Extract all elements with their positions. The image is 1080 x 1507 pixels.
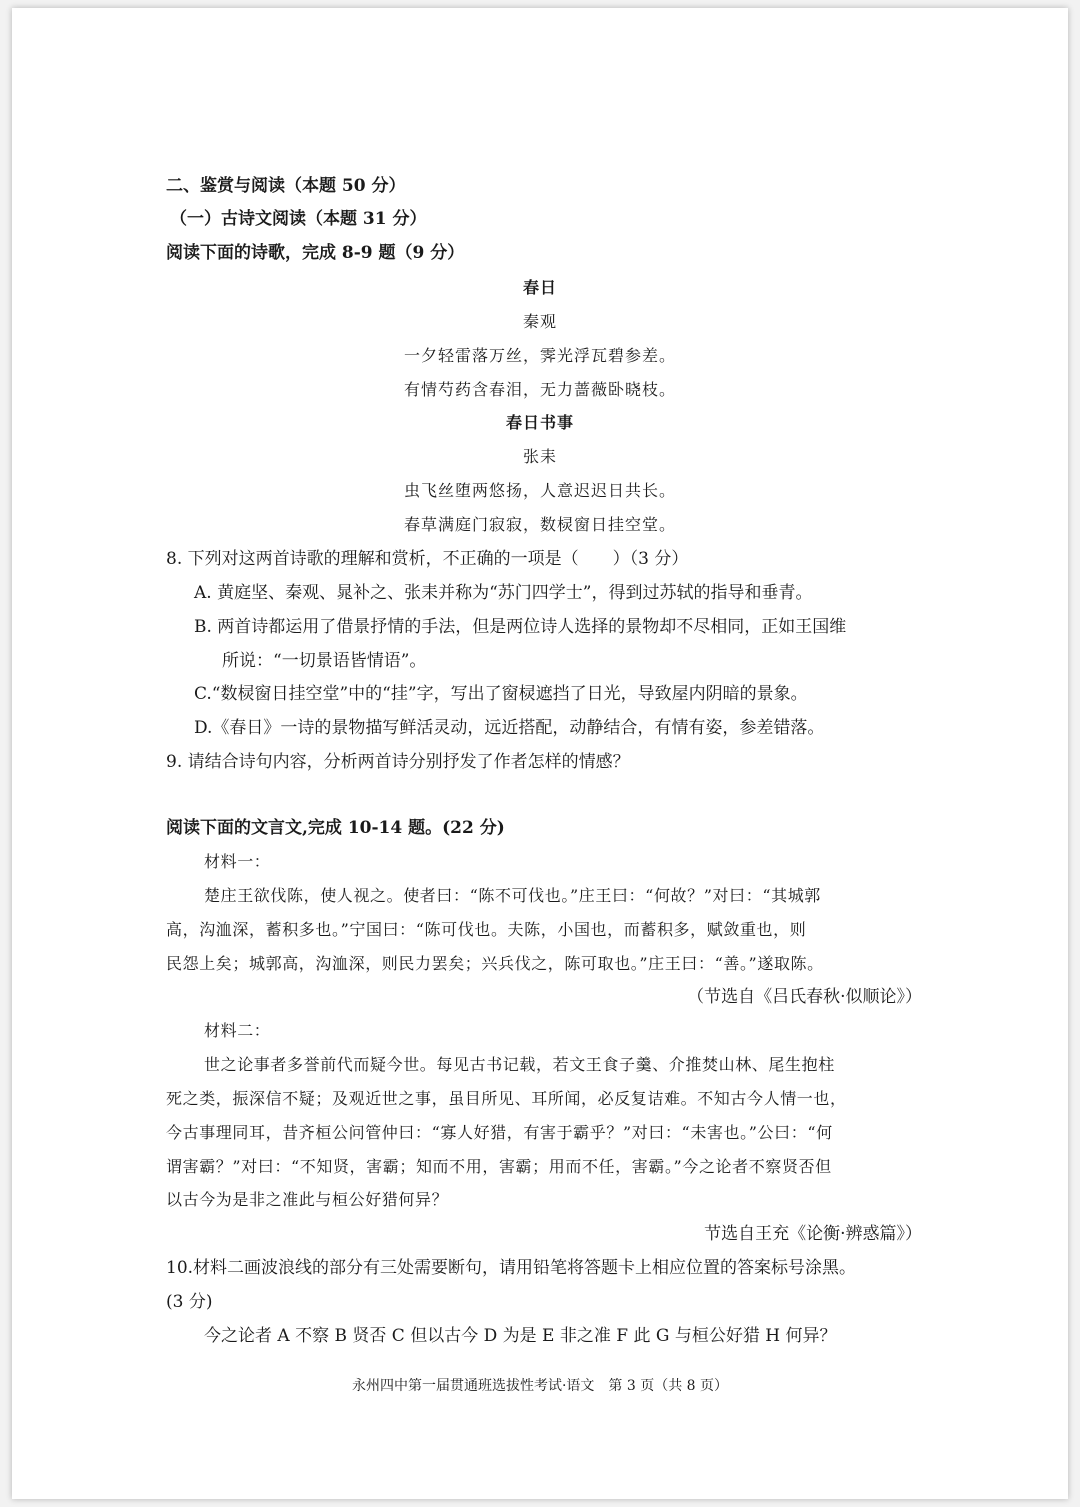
poem-1-line-1: 一夕轻雷落万丝，霁光浮瓦碧参差。 [403,346,676,365]
material-2-label: 材料二： [204,1021,271,1040]
poem-1-line-2: 有情芍药含春泪，无力蔷薇卧晓枝。 [403,380,676,399]
section-title: 二、鉴赏与阅读（本题 50 分） [166,176,406,196]
subsection-title: （一）古诗文阅读（本题 31 分） [170,209,427,229]
question-10-points: (3 分) [166,1292,213,1312]
material-1-line-3: 民怨上矣；城郭高，沟洫深，则民力罢矣；兴兵伐之，陈可取也。”庄王曰：“善。”遂取陈。 [166,954,824,973]
poem-intro: 阅读下面的诗歌，完成 8-9 题（9 分） [166,243,465,263]
question-10-sentence: 今之论者 A 不察 B 贤否 C 但以古今 D 为是 E 非之准 F 此 G 与桓公好猎 H 何异？ [204,1326,837,1346]
material-1-source: （节选自《吕氏春秋·似顺论》） [687,987,922,1007]
material-1-line-1: 楚庄王欲伐陈，使人视之。使者曰：“陈不可伐也。”庄王曰：“何故？”对曰：“其城郭 [204,886,821,905]
material-2-source: 节选自王充《论衡·辨惑篇》） [704,1224,922,1244]
material-1-label: 材料一： [204,852,271,871]
poem-2-line-1: 虫飞丝堕两悠扬，人意迟迟日共长。 [403,481,676,500]
question-9: 9. 请结合诗句内容，分析两首诗分别抒发了作者怎样的情感？ [166,752,630,772]
material-2-line-5: 以古今为是非之准此与桓公好猎何异？ [166,1190,449,1209]
page-footer: 永州四中第一届贯通班选拔性考试·语文 第 3 页（共 8 页） [351,1378,729,1394]
question-8-option-c: C.“数棂窗日挂空堂”中的“挂”字，写出了窗棂遮挡了日光，导致屋内阴暗的景象。 [194,684,808,704]
question-8-option-d: D.《春日》一诗的景物描写鲜活灵动，远近搭配，动静结合，有情有姿，参差错落。 [194,718,825,738]
question-10-stem: 10.材料二画波浪线的部分有三处需要断句，请用铅笔将答题卡上相应位置的答案标号涂黑。 [166,1258,857,1278]
question-8-stem: 8. 下列对这两首诗歌的理解和赏析，不正确的一项是（ ）（3 分） [166,549,689,569]
material-1-line-2: 高，沟洫深，蓄积多也。”宁国曰：“陈可伐也。夫陈，小国也，而蓄积多，赋敛重也，则 [166,920,807,939]
poem-1-author: 秦观 [522,312,557,331]
poem-2-author: 张耒 [522,447,557,466]
material-2-line-2: 死之类，振深信不疑；及观近世之事，虽目所见、耳所闻，必反复诘难。不知古今人情一也， [166,1089,847,1108]
material-2-line-1: 世之论事者多誉前代而疑今世。每见古书记载，若文王食子羹、介推焚山林、尾生抱柱 [204,1055,835,1074]
poem-2-line-2: 春草满庭门寂寂，数棂窗日挂空堂。 [403,515,676,534]
exam-page [12,8,1068,1499]
wenyan-intro: 阅读下面的文言文,完成 10-14 题。(22 分) [166,818,505,838]
material-2-line-4: 谓害霸？”对曰：“不知贤，害霸；知而不用，害霸；用而不任，害霸。”今之论者不察贤否但 [166,1157,832,1176]
question-8-option-b-line-2: 所说：“一切景语皆情语”。 [222,651,427,671]
question-8-option-b-line-1: B. 两首诗都运用了借景抒情的手法，但是两位诗人选择的景物却不尽相同，正如王国维 [194,617,847,637]
material-2-line-3: 今古事理同耳，昔齐桓公问管仲曰：“寡人好猎，有害于霸乎？”对曰：“未害也。”公曰：“何 [166,1123,833,1142]
poem-2-title: 春日书事 [505,413,574,432]
question-8-option-a: A. 黄庭坚、秦观、晁补之、张耒并称为“苏门四学士”，得到过苏轼的指导和垂青。 [194,583,813,603]
poem-1-title: 春日 [522,278,557,297]
